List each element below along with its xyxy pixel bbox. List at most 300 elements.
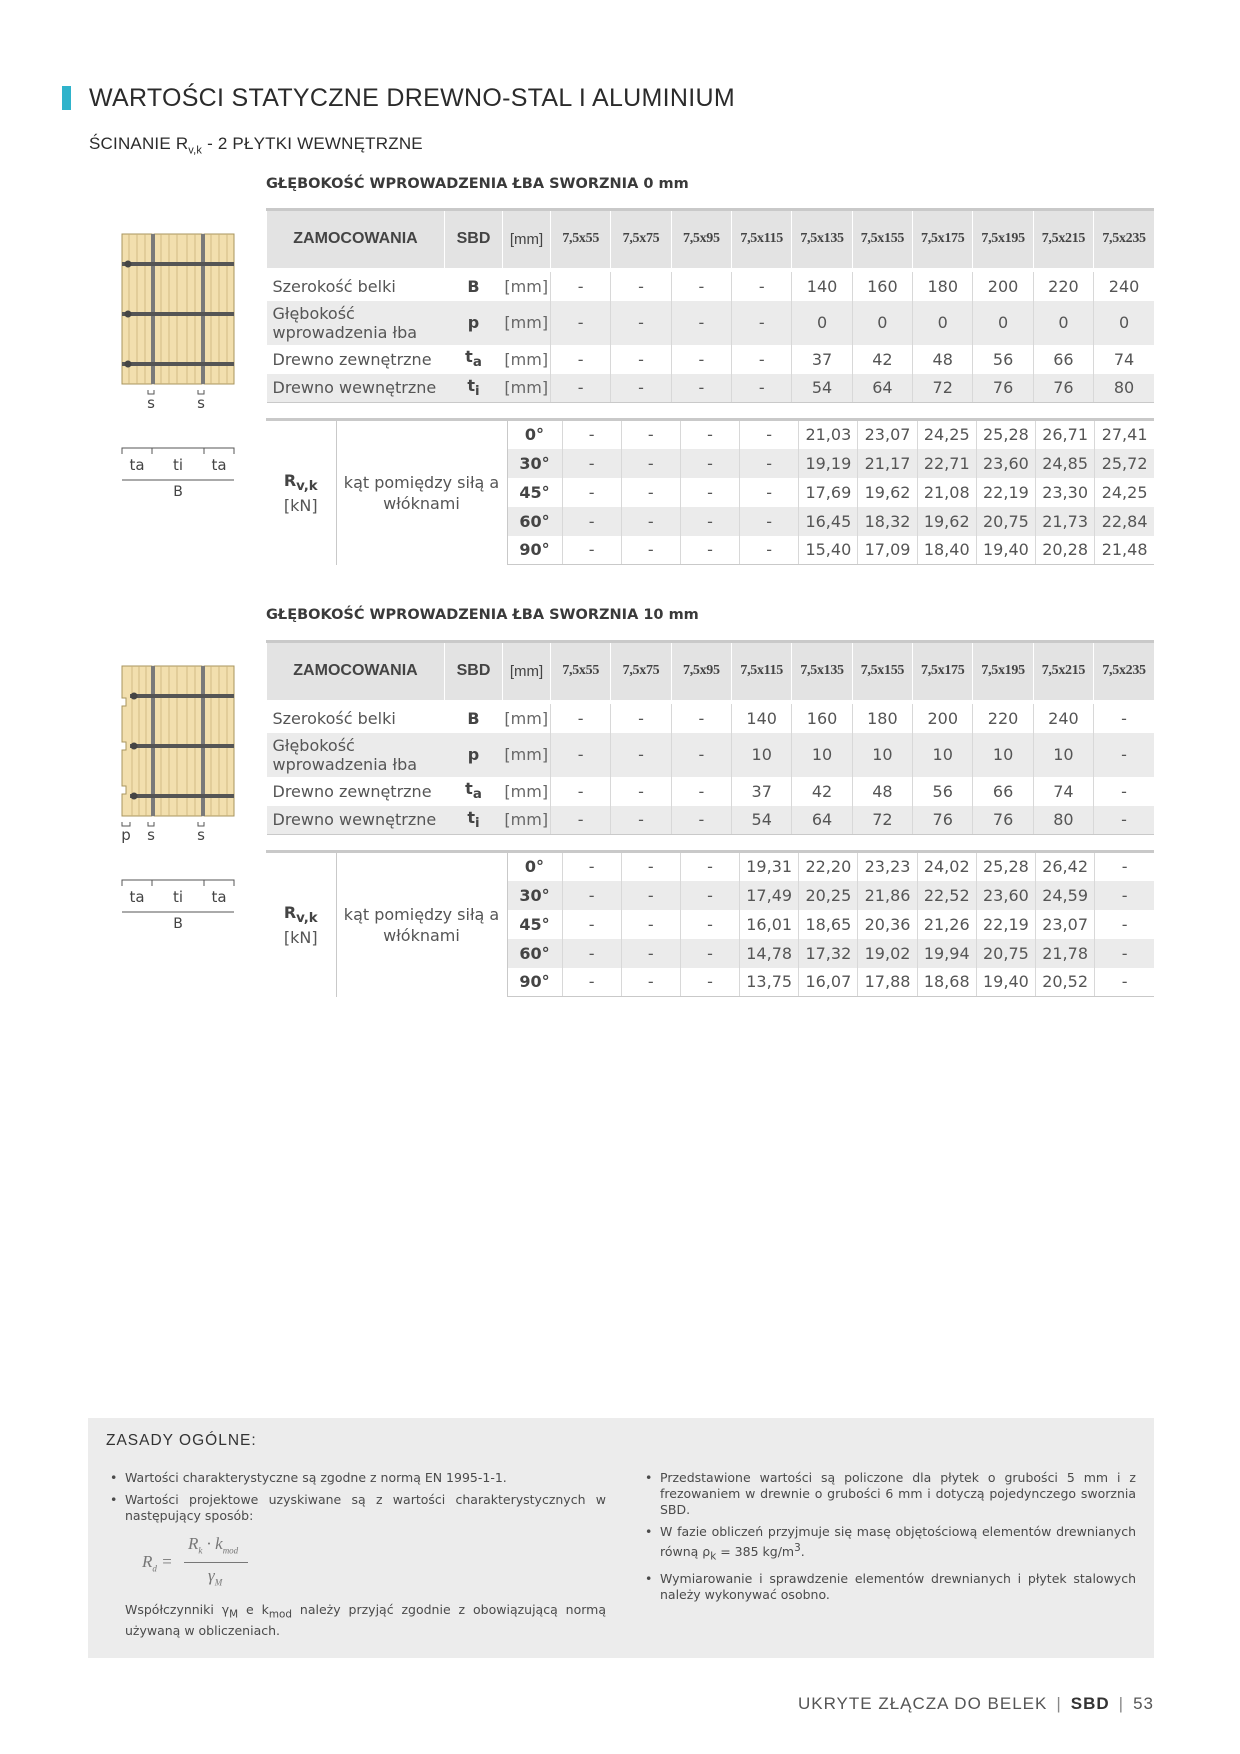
result-cell: 16,45: [799, 507, 858, 536]
row-unit: [mm]: [503, 806, 551, 835]
result-cell: -: [621, 536, 680, 565]
result-cell: 16,07: [799, 968, 858, 997]
table-cell: 240: [1094, 272, 1154, 301]
result-cell: 20,75: [976, 939, 1035, 968]
header-size: 7,5x195: [973, 642, 1033, 700]
general-rules-box: [88, 1418, 1154, 1658]
header-size: 7,5x155: [852, 210, 912, 268]
formula-den-symbol: γ: [208, 1566, 215, 1585]
row-symbol-sub: i: [475, 384, 480, 400]
result-cell: 22,84: [1095, 507, 1154, 536]
table-cell: -: [732, 345, 792, 374]
table-cell: 72: [913, 374, 973, 403]
result-cell: 22,19: [976, 478, 1035, 507]
footer-text: UKRYTE ZŁĄCZA DO BELEK: [797, 1694, 1048, 1713]
angle-cell: 60°: [507, 939, 562, 968]
result-cell: 20,28: [1036, 536, 1095, 565]
result-cell: 19,94: [917, 939, 976, 968]
result-cell: 17,32: [799, 939, 858, 968]
table-row: [267, 272, 1155, 301]
table-cell: 10: [1033, 733, 1093, 777]
result-cell: -: [562, 881, 621, 910]
row-symbol-main: p: [467, 313, 480, 332]
result-cell: -: [562, 852, 621, 881]
header-size: 7,5x115: [732, 210, 792, 268]
joint-diagram: [110, 232, 248, 502]
coefficients-note: [106, 1602, 606, 1639]
table-cell: 76: [1033, 374, 1093, 403]
row-unit: [mm]: [504, 781, 549, 801]
result-cell: -: [680, 449, 739, 478]
table-cell: -: [1094, 806, 1154, 835]
result-cell: -: [621, 420, 680, 449]
table-cell: 64: [852, 374, 912, 403]
row-symbol-main: B: [467, 708, 480, 728]
result-symbol-sub: v,k: [296, 478, 318, 494]
result-description: kąt pomiędzy siłą a włóknami: [336, 852, 507, 997]
table-cell: -: [611, 345, 671, 374]
row-label: Głębokość wprowadzenia łba: [267, 301, 445, 345]
note-pre: Współczynniki γ: [125, 1602, 230, 1617]
result-cell: 24,85: [1036, 449, 1095, 478]
rule-density-pre: W fazie obliczeń przyjmuje się masę objętościową elementów drewnianych równą ρ: [660, 1524, 1136, 1560]
table-row: [267, 704, 1155, 733]
result-cell: -: [562, 910, 621, 939]
header-sbd: SBD: [445, 642, 503, 700]
formula-num-sub: k: [198, 1545, 203, 1556]
diagram-label-ti: ti: [172, 888, 184, 906]
diagram-label-b: B: [173, 484, 183, 500]
header-size: 7,5x75: [611, 642, 671, 700]
row-symbol-main: t: [465, 347, 473, 367]
spec-table: [266, 208, 1154, 403]
note-mid: e k: [238, 1602, 269, 1617]
result-cell: 21,86: [858, 881, 917, 910]
title-accent-bar: [62, 86, 71, 110]
table-cell: -: [671, 733, 731, 777]
result-cell: -: [680, 881, 739, 910]
row-unit: [mm]: [503, 733, 551, 777]
result-cell: -: [740, 536, 799, 565]
result-cell: -: [562, 968, 621, 997]
result-cell: 23,30: [1036, 478, 1095, 507]
table-cell: 80: [1033, 806, 1093, 835]
formula-num-dot: · k: [202, 1534, 223, 1553]
rule-density-sub: k: [710, 1550, 717, 1563]
table-cell: -: [671, 272, 731, 301]
table-cell: 76: [913, 806, 973, 835]
subtitle-sub: v,k: [188, 144, 203, 157]
table-cell: -: [611, 733, 671, 777]
table-row: [267, 301, 1155, 345]
formula-denominator: [208, 1568, 222, 1590]
rules-right-column: [641, 1470, 1136, 1609]
result-table: [266, 850, 1154, 997]
table-cell: -: [732, 301, 792, 345]
result-cell: 24,59: [1036, 881, 1095, 910]
table-cell: 180: [852, 704, 912, 733]
header-size: 7,5x235: [1094, 210, 1154, 268]
table-cell: -: [671, 806, 731, 835]
table-cell: 37: [732, 777, 792, 806]
table-cell: -: [732, 272, 792, 301]
table-cell: 0: [792, 301, 852, 345]
table-cell: -: [551, 272, 611, 301]
diagram-label-s1: s: [147, 394, 155, 412]
result-cell: 13,75: [740, 968, 799, 997]
row-symbol: [445, 272, 503, 301]
table-cell: 54: [732, 806, 792, 835]
angle-cell: 45°: [519, 914, 550, 934]
result-unit: [kN]: [283, 495, 318, 515]
table-cell: -: [671, 374, 731, 403]
result-cell: 21,17: [858, 449, 917, 478]
table-cell: 74: [1094, 345, 1154, 374]
row-unit: [mm]: [504, 276, 549, 296]
table-cell: 48: [852, 777, 912, 806]
result-symbol: R: [283, 470, 297, 490]
result-cell: -: [740, 449, 799, 478]
angle-cell: 0°: [507, 852, 562, 881]
table-cell: 10: [732, 733, 792, 777]
result-cell: -: [562, 478, 621, 507]
subtitle-pre: ŚCINANIE R: [89, 134, 189, 153]
header-size: 7,5x75: [611, 210, 671, 268]
diagram-label-ta2: ta: [211, 456, 227, 474]
diagram-label-ta1: ta: [129, 456, 145, 474]
header-size: 7,5x95: [671, 642, 731, 700]
table-cell: 160: [852, 272, 912, 301]
result-cell: -: [1095, 852, 1154, 881]
row-symbol-main: t: [467, 376, 476, 396]
table-cell: 140: [732, 704, 792, 733]
page-title: [62, 84, 735, 112]
result-cell: 17,09: [858, 536, 917, 565]
note-post: należy przyjąć zgodnie z obowiązującą normą używaną w obliczeniach.: [125, 1602, 606, 1638]
header-size: 7,5x195: [973, 210, 1033, 268]
row-unit: [mm]: [504, 349, 549, 369]
header-size: 7,5x235: [1094, 642, 1154, 700]
table-cell: -: [551, 345, 611, 374]
table-row: [267, 733, 1155, 777]
row-label: Szerokość belki: [272, 276, 396, 296]
subtitle-post: - 2 PŁYTKI WEWNĘTRZNE: [202, 134, 423, 153]
result-cell: -: [680, 910, 739, 939]
result-row: [266, 852, 1154, 881]
result-cell: 19,62: [917, 507, 976, 536]
table-cell: 10: [973, 733, 1033, 777]
section-title: GŁĘBOKOŚĆ WPROWADZENIA ŁBA SWORZNIA 10 mm: [266, 607, 699, 623]
table-cell: -: [671, 301, 731, 345]
result-cell: -: [562, 536, 621, 565]
table-cell: -: [611, 806, 671, 835]
formula-den-sub: M: [214, 1577, 223, 1588]
row-symbol: [445, 733, 503, 777]
result-cell: 20,75: [976, 507, 1035, 536]
angle-cell: 90°: [507, 536, 562, 565]
footer-separator: |: [1056, 1694, 1062, 1713]
result-cell: 21,78: [1036, 939, 1095, 968]
diagram-label-s2: s: [197, 394, 205, 412]
result-cell: 23,60: [976, 881, 1035, 910]
page-footer: [798, 1694, 1154, 1714]
result-cell: 25,28: [976, 852, 1035, 881]
result-cell: -: [680, 968, 739, 997]
header-size: 7,5x135: [792, 642, 852, 700]
row-symbol-main: t: [465, 779, 473, 799]
result-cell: -: [740, 507, 799, 536]
result-cell: 22,52: [917, 881, 976, 910]
result-cell: 24,25: [1095, 478, 1154, 507]
table-cell: 0: [1094, 301, 1154, 345]
table-row: [267, 806, 1155, 835]
table-cell: 180: [913, 272, 973, 301]
row-symbol: [445, 777, 503, 806]
row-symbol-sub: a: [472, 787, 482, 803]
result-cell: 22,20: [799, 852, 858, 881]
table-cell: 66: [1033, 345, 1093, 374]
result-cell: 21,73: [1036, 507, 1095, 536]
row-label: Szerokość belki: [272, 708, 396, 728]
result-cell: 18,65: [799, 910, 858, 939]
table-cell: 160: [792, 704, 852, 733]
result-cell: -: [1095, 939, 1154, 968]
result-cell: -: [562, 507, 621, 536]
row-symbol: [445, 806, 503, 835]
result-cell: -: [562, 449, 621, 478]
formula-equals: =: [156, 1552, 173, 1571]
row-symbol-sub: a: [472, 355, 482, 371]
result-cell: -: [621, 881, 680, 910]
header-size: 7,5x135: [792, 210, 852, 268]
result-description: kąt pomiędzy siłą a włóknami: [336, 420, 507, 565]
result-cell: 21,26: [917, 910, 976, 939]
table-cell: 0: [852, 301, 912, 345]
table-cell: 220: [1033, 272, 1093, 301]
table-cell: 240: [1033, 704, 1093, 733]
result-cell: 27,41: [1095, 420, 1154, 449]
diagram-label-b: B: [173, 916, 183, 932]
footer-separator: |: [1118, 1694, 1125, 1713]
result-row: [266, 420, 1154, 449]
header-size: 7,5x175: [913, 210, 973, 268]
table-cell: 0: [973, 301, 1033, 345]
row-symbol: [445, 704, 503, 733]
row-label: Drewno wewnętrzne: [267, 806, 445, 835]
result-cell: 19,31: [740, 852, 799, 881]
header-sbd: SBD: [445, 210, 503, 268]
rule-density-sup: 3: [794, 1542, 801, 1554]
table-cell: 54: [792, 374, 852, 403]
result-cell: -: [621, 449, 680, 478]
design-value-formula: [132, 1530, 606, 1594]
table-cell: -: [551, 733, 611, 777]
result-cell: 19,62: [858, 478, 917, 507]
result-cell: 21,03: [799, 420, 858, 449]
table-cell: -: [611, 777, 671, 806]
result-cell: -: [621, 478, 680, 507]
rule-density-mid: = 385 kg/m: [716, 1544, 795, 1560]
result-cell: 16,01: [740, 910, 799, 939]
row-unit: [mm]: [503, 301, 551, 345]
result-cell: -: [680, 478, 739, 507]
table-cell: 10: [852, 733, 912, 777]
table-cell: 42: [792, 777, 852, 806]
row-label: Drewno zewnętrzne: [272, 781, 432, 801]
angle-cell: 90°: [507, 968, 562, 997]
result-cell: -: [680, 420, 739, 449]
table-cell: -: [671, 777, 731, 806]
formula-lhs-sub: d: [152, 1563, 157, 1574]
row-symbol: [445, 301, 503, 345]
formula-lhs-symbol: R: [142, 1552, 153, 1571]
result-cell: 19,40: [976, 536, 1035, 565]
formula-numerator: [188, 1536, 238, 1558]
result-cell: -: [1095, 968, 1154, 997]
header-size: 7,5x55: [551, 642, 611, 700]
angle-cell: 30°: [507, 881, 562, 910]
result-cell: 14,78: [740, 939, 799, 968]
result-cell: 18,68: [917, 968, 976, 997]
row-label: Drewno wewnętrzne: [267, 374, 445, 403]
result-cell: 24,02: [917, 852, 976, 881]
table-cell: -: [611, 272, 671, 301]
table-cell: 48: [913, 345, 973, 374]
row-symbol-main: B: [467, 276, 480, 296]
header-size: 7,5x95: [671, 210, 731, 268]
result-cell: 18,40: [917, 536, 976, 565]
spec-table: [266, 640, 1154, 835]
row-label: Głębokość wprowadzenia łba: [267, 733, 445, 777]
table-cell: 220: [973, 704, 1033, 733]
result-cell: -: [621, 852, 680, 881]
result-unit: [kN]: [283, 927, 318, 947]
note-sub-m: M: [229, 1608, 239, 1621]
table-cell: -: [671, 704, 731, 733]
fraction-line: [184, 1562, 248, 1563]
formula-num-symbol: R: [188, 1534, 199, 1553]
result-cell: 23,23: [858, 852, 917, 881]
result-cell: -: [1095, 881, 1154, 910]
table-cell: -: [551, 374, 611, 403]
table-cell: 0: [913, 301, 973, 345]
rule-item: • Wymiarowanie i sprawdzenie elementów drewnianych i płytek stalowych należy wykonywać osobno.: [641, 1571, 1136, 1603]
result-cell: 18,32: [858, 507, 917, 536]
diagram-label-ta2: ta: [211, 888, 227, 906]
result-cell: 17,49: [740, 881, 799, 910]
angle-cell: 30°: [507, 449, 562, 478]
result-cell: 23,07: [1036, 910, 1095, 939]
header-fastening: ZAMOCOWANIA: [267, 210, 445, 268]
header-unit: [mm]: [503, 210, 551, 268]
table-cell: 37: [792, 345, 852, 374]
result-cell: 23,60: [976, 449, 1035, 478]
result-cell: -: [1095, 910, 1154, 939]
diagram-label-ta1: ta: [129, 888, 145, 906]
result-label: [266, 852, 336, 997]
rules-title: ZASADY OGÓLNE:: [106, 1432, 257, 1449]
row-unit: [mm]: [504, 708, 549, 728]
table-cell: 72: [852, 806, 912, 835]
footer-brand: SBD: [1070, 1694, 1110, 1713]
wood-beam: [122, 234, 234, 384]
table-cell: 76: [973, 806, 1033, 835]
result-cell: 21,48: [1095, 536, 1154, 565]
row-symbol: [445, 374, 503, 403]
table-cell: -: [611, 301, 671, 345]
table-cell: 74: [1033, 777, 1093, 806]
rule-item: [641, 1524, 1136, 1565]
table-cell: 56: [973, 345, 1033, 374]
table-cell: 56: [913, 777, 973, 806]
result-cell: -: [621, 507, 680, 536]
rule-density-post: .: [800, 1544, 805, 1560]
table-cell: -: [732, 374, 792, 403]
rule-item: • Wartości projektowe uzyskiwane są z wartości charakterystycznych w następujący sposób:: [106, 1492, 606, 1524]
table-cell: -: [671, 345, 731, 374]
result-cell: 20,36: [858, 910, 917, 939]
table-cell: 10: [913, 733, 973, 777]
table-cell: 10: [792, 733, 852, 777]
row-symbol-main: p: [467, 745, 480, 764]
result-cell: -: [680, 852, 739, 881]
joint-diagram-head-inset: [110, 664, 248, 934]
table-row: [267, 345, 1155, 374]
rule-item: • Wartości charakterystyczne są zgodne z normą EN 1995-1-1.: [106, 1470, 606, 1486]
header-size: 7,5x55: [551, 210, 611, 268]
result-cell: 26,71: [1036, 420, 1095, 449]
result-cell: -: [680, 507, 739, 536]
table-cell: -: [611, 704, 671, 733]
page-number: 53: [1133, 1694, 1154, 1713]
result-cell: -: [680, 939, 739, 968]
row-symbol-main: t: [467, 808, 476, 828]
page-title-text: WARTOŚCI STATYCZNE DREWNO-STAL I ALUMINIUM: [89, 83, 735, 112]
table-cell: 0: [1033, 301, 1093, 345]
table-cell: -: [1094, 777, 1154, 806]
result-cell: 26,42: [1036, 852, 1095, 881]
wood-beam: [122, 666, 234, 816]
table-cell: -: [551, 704, 611, 733]
table-cell: 80: [1094, 374, 1154, 403]
page-subtitle: [89, 134, 423, 156]
result-cell: 19,40: [976, 968, 1035, 997]
result-symbol-sub: v,k: [296, 910, 318, 926]
table-cell: 76: [973, 374, 1033, 403]
result-cell: 21,08: [917, 478, 976, 507]
table-cell: 200: [973, 272, 1033, 301]
result-cell: 19,19: [799, 449, 858, 478]
result-cell: 20,52: [1036, 968, 1095, 997]
angle-cell: 60°: [507, 507, 562, 536]
table-row: [267, 777, 1155, 806]
result-cell: 24,25: [917, 420, 976, 449]
result-label: [266, 420, 336, 565]
table-cell: 64: [792, 806, 852, 835]
diagram-label-ti: ti: [172, 456, 184, 474]
table-cell: -: [551, 806, 611, 835]
result-cell: 15,40: [799, 536, 858, 565]
row-symbol-sub: i: [475, 816, 480, 832]
rule-item: • Przedstawione wartości są policzone dla płytek o grubości 5 mm i z frezowaniem w drewnie o grubości 6 mm i dotyczą pojedynczego sworznia SBD.: [641, 1470, 1136, 1518]
diagram-label-p: p: [121, 826, 131, 844]
header-size: 7,5x215: [1033, 210, 1093, 268]
result-cell: 22,71: [917, 449, 976, 478]
angle-cell: 45°: [519, 482, 550, 502]
result-cell: -: [621, 939, 680, 968]
table-header-row: [267, 642, 1155, 700]
table-cell: -: [1094, 704, 1154, 733]
